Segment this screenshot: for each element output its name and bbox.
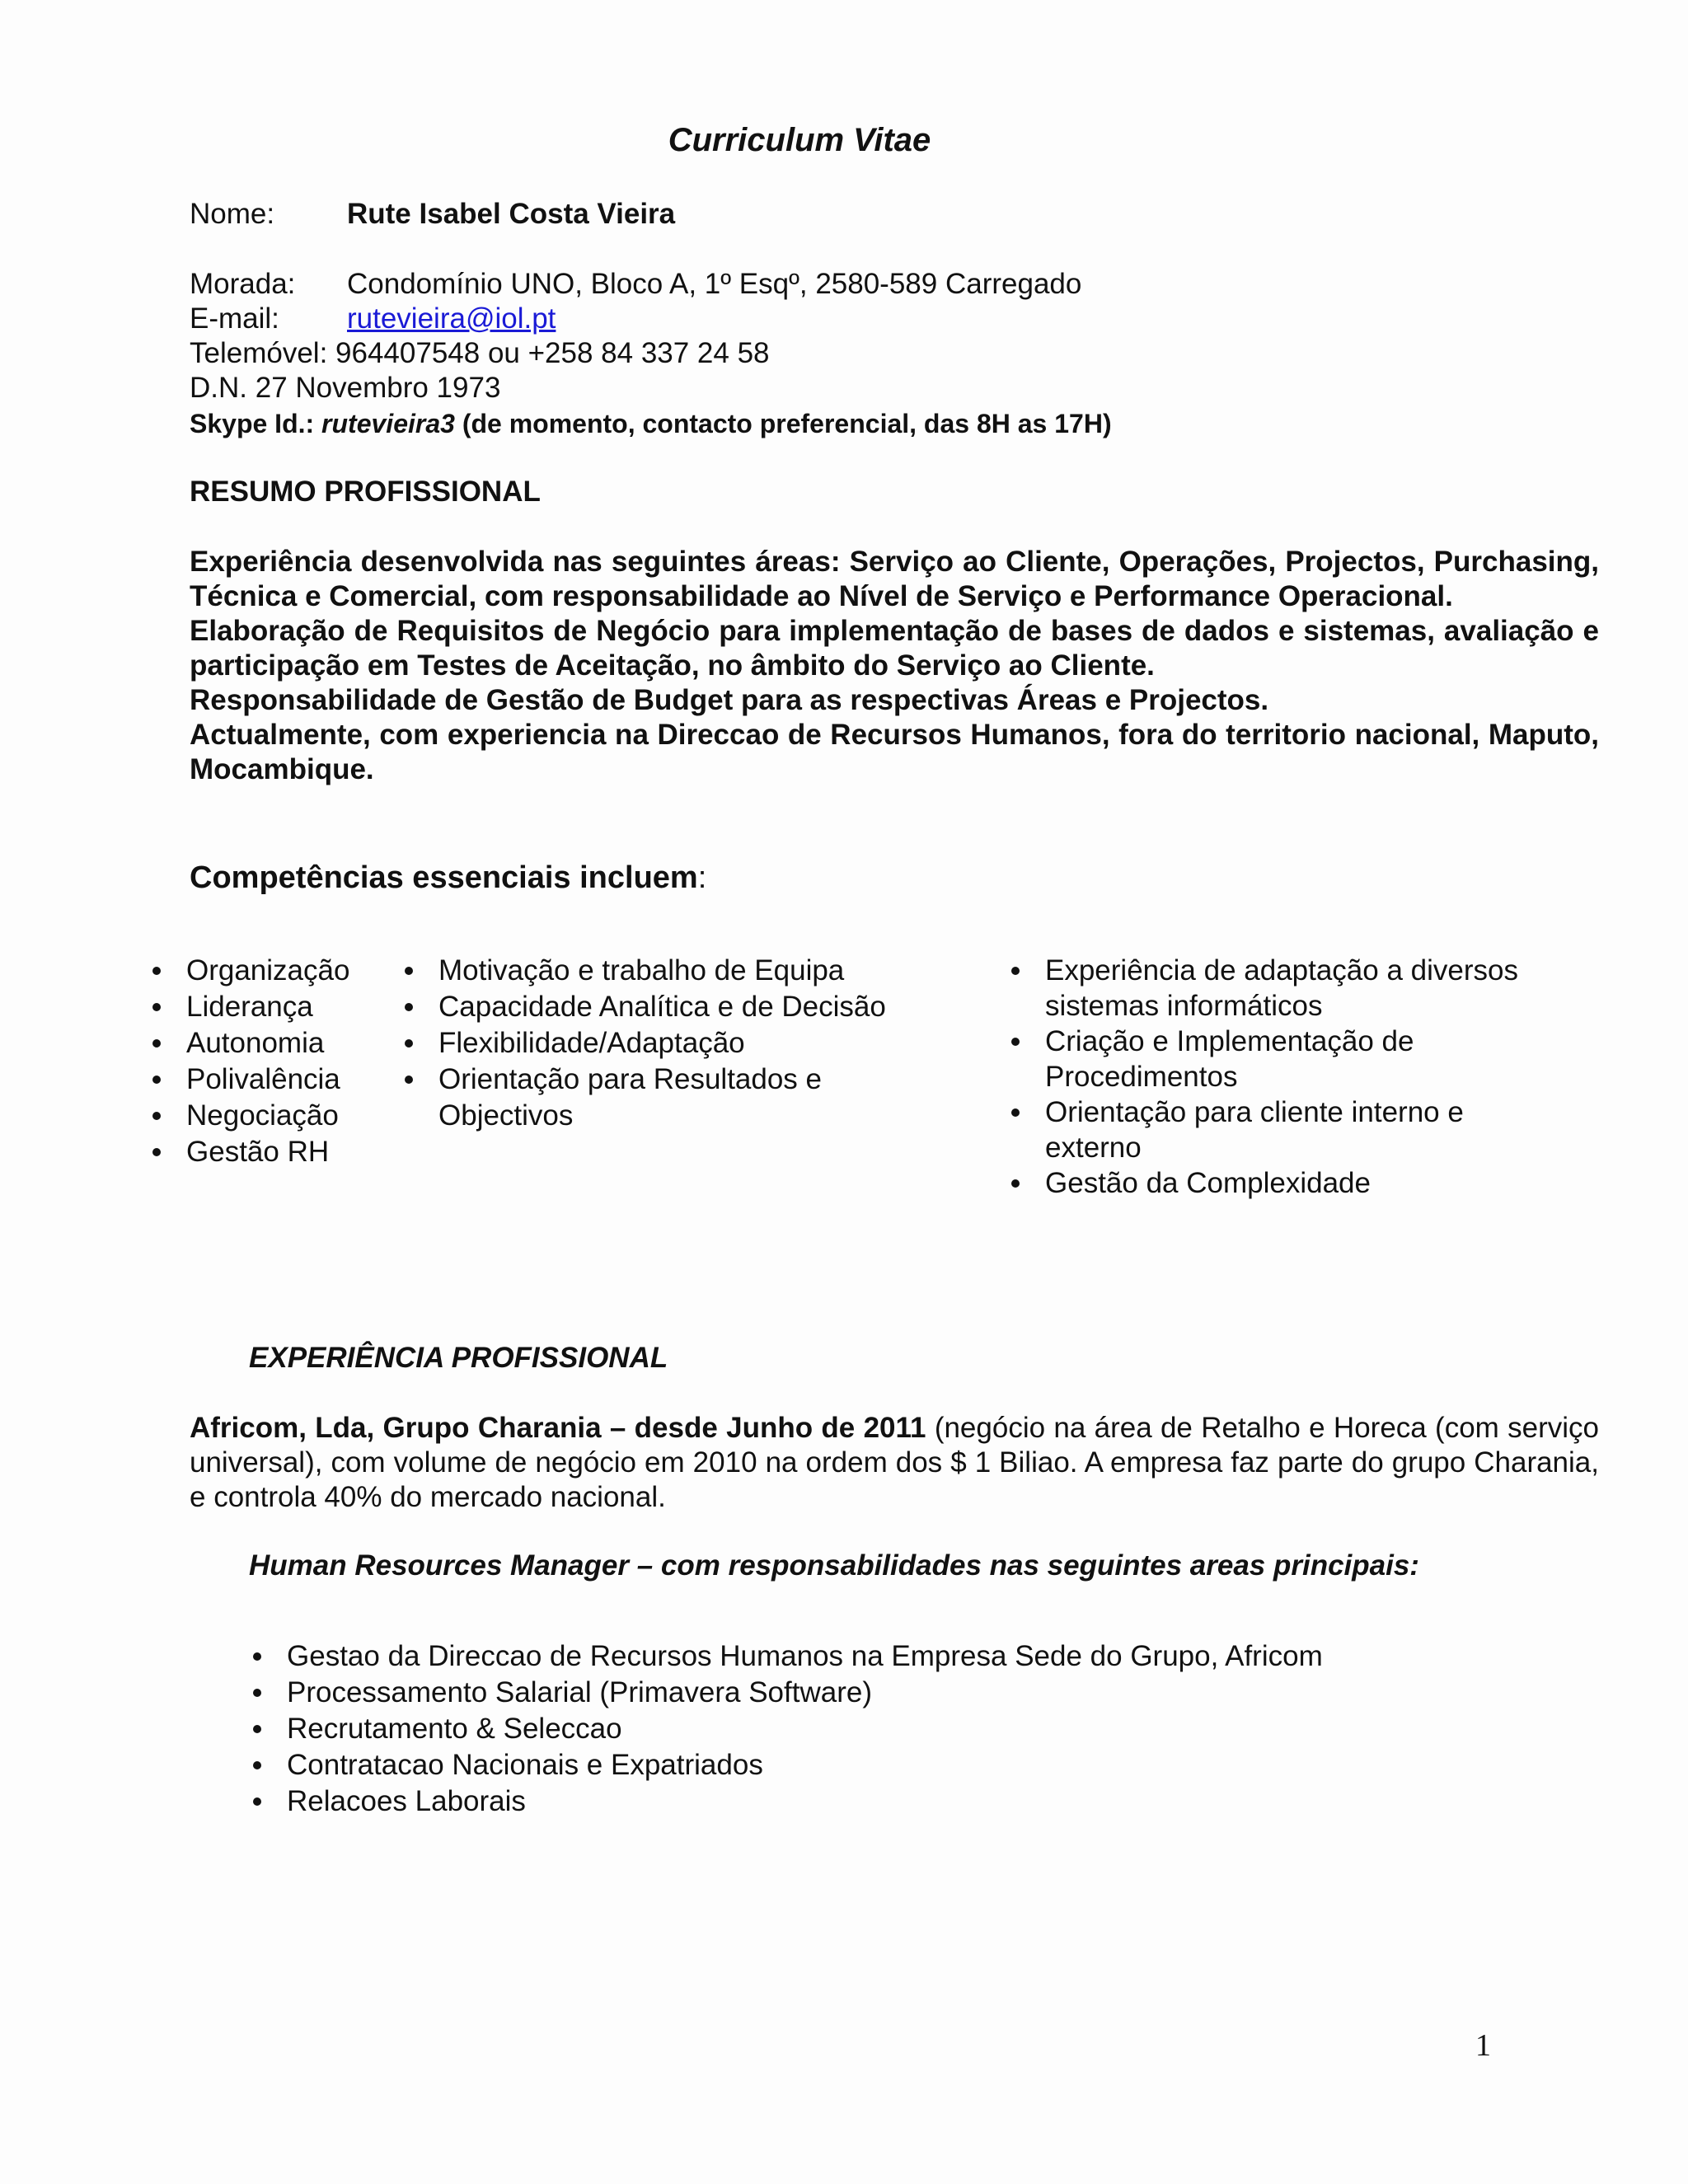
role-title: Human Resources Manager – com responsabilidades nas seguintes areas principais: [249, 1549, 1419, 1582]
address-value: Condomínio UNO, Bloco A, 1º Esqº, 2580-589 Carregado [347, 268, 1082, 300]
list-item: Relacoes Laborais [248, 1783, 1484, 1820]
phone-label: Telemóvel: [190, 337, 328, 369]
list-item: Gestao da Direccao de Recursos Humanos na Empresa Sede do Grupo, Africom [248, 1638, 1484, 1675]
list-item: Recrutamento & Seleccao [248, 1711, 1484, 1747]
list-item: Organização [148, 953, 395, 989]
email-link[interactable]: rutevieira@iol.pt [347, 302, 556, 335]
summary-paragraph: Experiência desenvolvida nas seguintes áreas: Serviço ao Cliente, Operações, Projectos, Purchasing, Técnica e Comercial, com responsabilidade ao Nível de Serviço e Performance Operacional. [190, 546, 1599, 612]
email-label: E-mail: [190, 302, 279, 335]
list-item: Gestão da Complexidade [1006, 1165, 1550, 1201]
list-item: Flexibilidade/Adaptação [400, 1025, 927, 1062]
competencies-list-2 [400, 953, 927, 1134]
list-item: Criação e Implementação de Procedimentos [1006, 1024, 1474, 1094]
list-item: Polivalência [148, 1062, 395, 1098]
address-row [190, 268, 1081, 301]
summary-paragraph: Actualmente, com experiencia na Direccao de Recursos Humanos, fora do territorio nacional, Maputo, Mocambique. [190, 719, 1599, 785]
summary-paragraph: Responsabilidade de Gestão de Budget para as respectivas Áreas e Projectos. [190, 684, 1269, 716]
experience-heading: EXPERIÊNCIA PROFISSIONAL [249, 1342, 668, 1374]
summary-paragraph: Elaboração de Requisitos de Negócio para implementação de bases de dados e sistemas, avaliação e participação em Testes de Aceitação, no âmbito do Serviço ao Cliente. [190, 615, 1599, 682]
skype-note: (de momento, contacto preferencial, das 8H as 17H) [462, 409, 1112, 438]
summary-heading: RESUMO PROFISSIONAL [190, 476, 541, 508]
company-details: (negócio na área de Retalho e Horeca (com serviço universal), com volume de negócio em 2010 na ordem dos $ 1 Biliao. A empresa faz parte do grupo Charania, e controla 40% do mercado nacional. [190, 1412, 1599, 1513]
summary-text [190, 545, 1599, 787]
list-item: Negociação [148, 1098, 395, 1134]
list-item: Experiência de adaptação a diversos sistemas informáticos [1006, 953, 1550, 1024]
skype-label: Skype Id.: [190, 409, 315, 438]
list-item: Orientação para Resultados e Objectivos [400, 1062, 851, 1134]
name-value: Rute Isabel Costa Vieira [347, 198, 676, 230]
address-label: Morada: [190, 268, 296, 300]
birth-row: D.N. 27 Novembro 1973 [190, 372, 501, 404]
competencies-heading: Competências essenciais incluem: [190, 860, 707, 895]
name-row [190, 198, 675, 231]
list-item: Capacidade Analítica e de Decisão [400, 989, 927, 1025]
company-description [190, 1411, 1599, 1515]
skype-id: rutevieira3 [321, 409, 455, 438]
list-item: Autonomia [148, 1025, 395, 1062]
list-item: Processamento Salarial (Primavera Software) [248, 1675, 1484, 1711]
list-item: Gestão RH [148, 1134, 395, 1170]
page-number: 1 [1475, 2028, 1491, 2063]
list-item: Motivação e trabalho de Equipa [400, 953, 927, 989]
list-item: Liderança [148, 989, 395, 1025]
skype-row [190, 409, 1112, 439]
list-item: Orientação para cliente interno e externo [1006, 1094, 1507, 1165]
phone-value: 964407548 ou +258 84 337 24 58 [335, 337, 770, 369]
company-name: Africom, Lda, Grupo Charania – desde Junho de 2011 [190, 1412, 926, 1444]
email-row [190, 302, 556, 335]
name-label: Nome: [190, 198, 275, 230]
document-title: Curriculum Vitae [668, 122, 931, 158]
phone-row [190, 337, 770, 370]
list-item: Contratacao Nacionais e Expatriados [248, 1747, 1484, 1783]
competencies-list-1 [148, 953, 395, 1170]
duties-list [248, 1638, 1484, 1820]
competencies-list-3 [1006, 953, 1550, 1201]
